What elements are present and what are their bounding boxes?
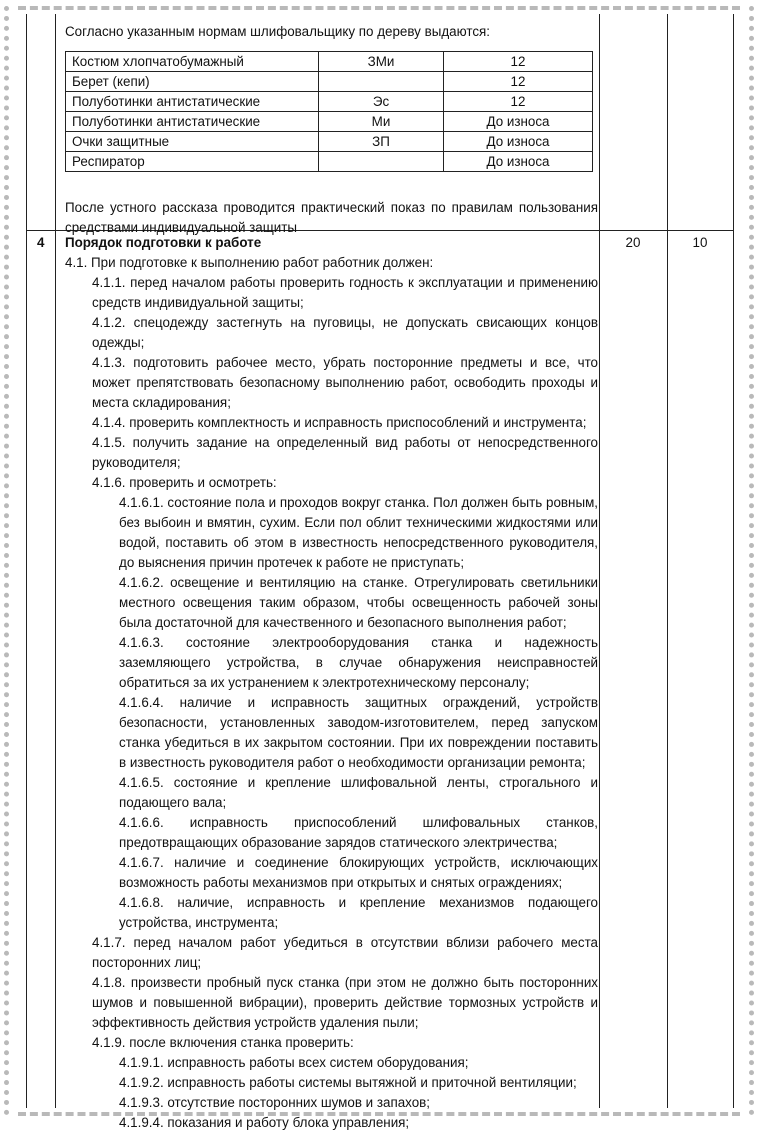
section-4-body	[65, 233, 598, 1133]
instruction-item: 4.1.6.7. наличие и соединение блокирующих устройств, исключающих возможность работы механизмов при открытых и снятых ограждениях;	[119, 855, 598, 890]
instruction-item: 4.1.6.5. состояние и крепление шлифовальной ленты, строгального и подающего вала;	[119, 775, 598, 810]
instruction-item: 4.1.6.4. наличие и исправность защитных ограждений, устройств безопасности, установленных заводом-изготовителем, перед запуском станка убедиться в их закрытом состоянии. При их повреждении поставить в известность руководителя работ о необходимости организации ремонта;	[119, 695, 598, 770]
ppe-row	[66, 152, 593, 172]
instruction-item: 4.1.6.8. наличие, исправность и крепление механизмов подающего устройства, инструмента;	[119, 895, 598, 930]
instruction-item: 4.1.9.3. отсутствие посторонних шумов и запахов;	[119, 1095, 430, 1110]
instruction-item: 4.1.9.1. исправность работы всех систем оборудования;	[119, 1055, 469, 1070]
ppe-protection-code	[319, 72, 444, 92]
dashed-frame-top	[18, 6, 740, 10]
ppe-row	[66, 112, 593, 132]
instruction-item: 4.1.6. проверить и осмотреть:	[92, 475, 277, 490]
ppe-row	[66, 92, 593, 112]
instruction-item: 4.1.3. подготовить рабочее место, убрать посторонние предметы и все, что может препятствовать безопасному выполнению работ, освободить проходы и места складирования;	[92, 355, 598, 410]
column-divider	[55, 14, 56, 1108]
instruction-item: 4.1. При подготовке к выполнению работ работник должен:	[65, 255, 434, 270]
ppe-quantity: 12	[444, 72, 593, 92]
column-divider	[667, 14, 668, 1108]
instruction-item: 4.1.6.3. состояние электрооборудования станка и надежность заземляющего устройства, в случае обнаружения неисправностей обратиться за их устранением к электротехническому персоналу;	[119, 635, 598, 690]
instruction-item: 4.1.7. перед началом работ убедиться в отсутствии вблизи рабочего места посторонних лиц;	[92, 935, 598, 970]
instruction-item: 4.1.9.4. показания и работу блока управления;	[119, 1115, 410, 1130]
ppe-quantity: До износа	[444, 132, 593, 152]
ppe-row	[66, 132, 593, 152]
section-number: 4	[37, 235, 45, 250]
ppe-quantity: До износа	[444, 152, 593, 172]
ppe-row	[66, 72, 593, 92]
document-table	[26, 14, 734, 1130]
ppe-item-name: Респиратор	[66, 152, 319, 172]
ppe-protection-code: Эс	[319, 92, 444, 112]
ppe-protection-code: ЗМи	[319, 52, 444, 72]
ppe-protection-code	[319, 152, 444, 172]
instruction-item: 4.1.9.2. исправность работы системы вытяжной и приточной вентиляции;	[119, 1075, 577, 1090]
ppe-heading: Согласно указанным нормам шлифовальщику по дереву выдаются:	[65, 24, 490, 39]
ppe-section	[65, 22, 598, 238]
ppe-item-name: Костюм хлопчатобумажный	[66, 52, 319, 72]
instruction-item: 4.1.2. спецодежду застегнуть на пуговицы, не допускать свисающих концов одежды;	[92, 315, 598, 350]
ppe-quantity: 12	[444, 52, 593, 72]
ppe-row	[66, 52, 593, 72]
instruction-item: 4.1.4. проверить комплектность и исправность приспособлений и инструмента;	[92, 415, 587, 430]
ppe-item-name: Берет (кепи)	[66, 72, 319, 92]
ppe-item-name: Полуботинки антистатические	[66, 92, 319, 112]
section-title: Порядок подготовки к работе	[65, 235, 262, 250]
instruction-item: 4.1.6.6. исправность приспособлений шлифовальных станков, предотвращающих образование зарядов статического электричества;	[119, 815, 598, 850]
instruction-item: 4.1.5. получить задание на определенный вид работы от непосредственного руководителя;	[92, 435, 598, 470]
ppe-demo-note: После устного рассказа проводится практический показ по правилам пользования средствами индивидуальной защиты	[65, 200, 598, 235]
ppe-protection-code: ЗП	[319, 132, 444, 152]
ppe-table	[65, 51, 593, 172]
dashed-frame-left	[4, 6, 9, 1116]
hours-theory: 20	[625, 235, 641, 250]
instruction-item: 4.1.6.2. освещение и вентиляцию на станке. Отрегулировать светильники местного освещения таким образом, чтобы освещенность рабочей зоны была достаточной для качественного и безопасного выполнения работ;	[119, 575, 598, 630]
ppe-item-name: Очки защитные	[66, 132, 319, 152]
dashed-frame-right	[749, 6, 754, 1116]
instruction-item: 4.1.1. перед началом работы проверить годность к эксплуатации и применению средств индивидуальной защиты;	[92, 275, 598, 310]
ppe-quantity: 12	[444, 92, 593, 112]
hours-practice: 10	[692, 235, 708, 250]
instruction-item: 4.1.8. произвести пробный пуск станка (при этом не должно быть посторонних шумов и повышенной вибрации), проверить действие тормозных устройств и эффективность действия устройств удаления пыли;	[92, 975, 598, 1030]
column-divider	[599, 14, 600, 1108]
ppe-item-name: Полуботинки антистатические	[66, 112, 319, 132]
instruction-item: 4.1.9. после включения станка проверить:	[92, 1035, 354, 1050]
instruction-item: 4.1.6.1. состояние пола и проходов вокруг станка. Пол должен быть ровным, без выбоин и вмятин, сухим. Если пол облит техническими жидкостями или водой, поставить об этом в известность непосредственного руководителя, до выяснения причин протечек к работе не приступать;	[119, 495, 598, 570]
ppe-quantity: До износа	[444, 112, 593, 132]
ppe-protection-code: Ми	[319, 112, 444, 132]
